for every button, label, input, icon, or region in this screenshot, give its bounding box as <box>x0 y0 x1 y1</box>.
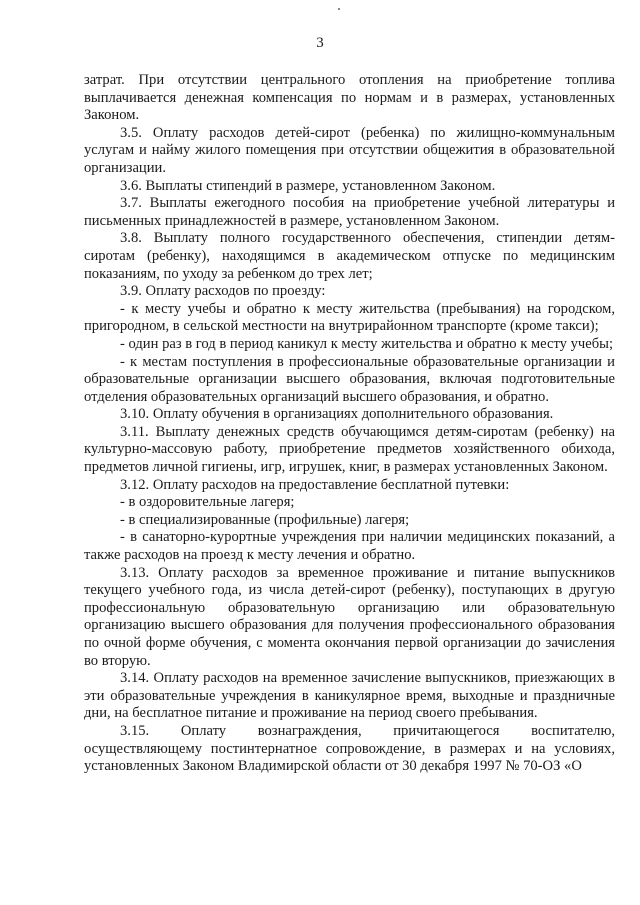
paragraph: 3.8. Выплату полного государственного обеспечения, стипендии детям-сиротам (ребенку), находящимся в академическом отпуске по медицинским показаниям, по уходу за ребенком до трех лет; <box>84 230 615 282</box>
paragraph: - в оздоровительные лагеря; <box>120 494 295 511</box>
paragraph: - к месту учебы и обратно к месту жительства (пребывания) на городском, пригородном, в сельской местности на внутрирайонном транспорте (кроме такси); <box>84 300 615 335</box>
paragraph: 3.15. Оплату вознаграждения, причитающегося воспитателю, осуществляющему постинтернатное сопровождение, в размерах и на условиях, установленных Законом Владимирской области от 30 декабря 1997 № 70-ОЗ «О <box>84 722 615 775</box>
paragraph: - один раз в год в период каникул к месту жительства и обратно к месту учебы; <box>120 335 614 352</box>
paragraph: 3.12. Оплату расходов на предоставление бесплатной путевки: <box>120 476 510 493</box>
paragraph: 3.13. Оплату расходов за временное проживание и питание выпускников текущего учебного года, из числа детей-сирот (ребенку), поступающих в другую профессиональную образовательную организацию или образовательную организацию высшего образования для получения профессионального образования по очной форме обучения, с момента окончания первой организации до зачисления во вторую. <box>84 564 615 669</box>
paragraph: 3.9. Оплату расходов по проезду: <box>120 283 326 300</box>
paragraph: 3.6. Выплаты стипендий в размере, установленном Законом. <box>120 177 496 194</box>
paragraph: 3.5. Оплату расходов детей-сирот (ребенка) по жилищно-коммунальным услугам и найму жилого помещения при отсутствии общежития в образовательной организации. <box>84 124 615 176</box>
page-number: 3 <box>316 35 324 51</box>
paragraph: затрат. При отсутствии центрального отопления на приобретение топлива выплачивается денежная компенсация по нормам и в размерах, установленных Законом. <box>84 72 615 124</box>
paragraph: 3.11. Выплату денежных средств обучающимся детям-сиротам (ребенку) на культурно-массовую работу, приобретение предметов хозяйственного обихода, предметов личной гигиены, игр, игрушек, книг, в размерах установленных Законом. <box>84 423 615 476</box>
paragraph: - в санаторно-курортные учреждения при наличии медицинских показаний, а также расходов на проезд к месту лечения и обратно. <box>84 529 615 564</box>
scan-speck <box>338 8 340 10</box>
paragraph: - в специализированные (профильные) лагеря; <box>120 511 410 528</box>
paragraph: 3.10. Оплату обучения в организациях дополнительного образования. <box>120 406 554 423</box>
document-body <box>84 72 615 776</box>
paragraph: 3.14. Оплату расходов на временное зачисление выпускников, приезжающих в эти образовательные учреждения в каникулярное время, выходные и праздничные дни, на бесплатное питание и проживание на период своего пребывания. <box>84 670 615 722</box>
paragraph: 3.7. Выплаты ежегодного пособия на приобретение учебной литературы и письменных принадлежностей в размере, установленном Законом. <box>84 195 615 229</box>
paragraph: - к местам поступления в профессиональные образовательные организации и образовательные организации высшего образования, включая подготовительные отделения образовательных организаций высшего образования, и обратно. <box>84 353 615 405</box>
